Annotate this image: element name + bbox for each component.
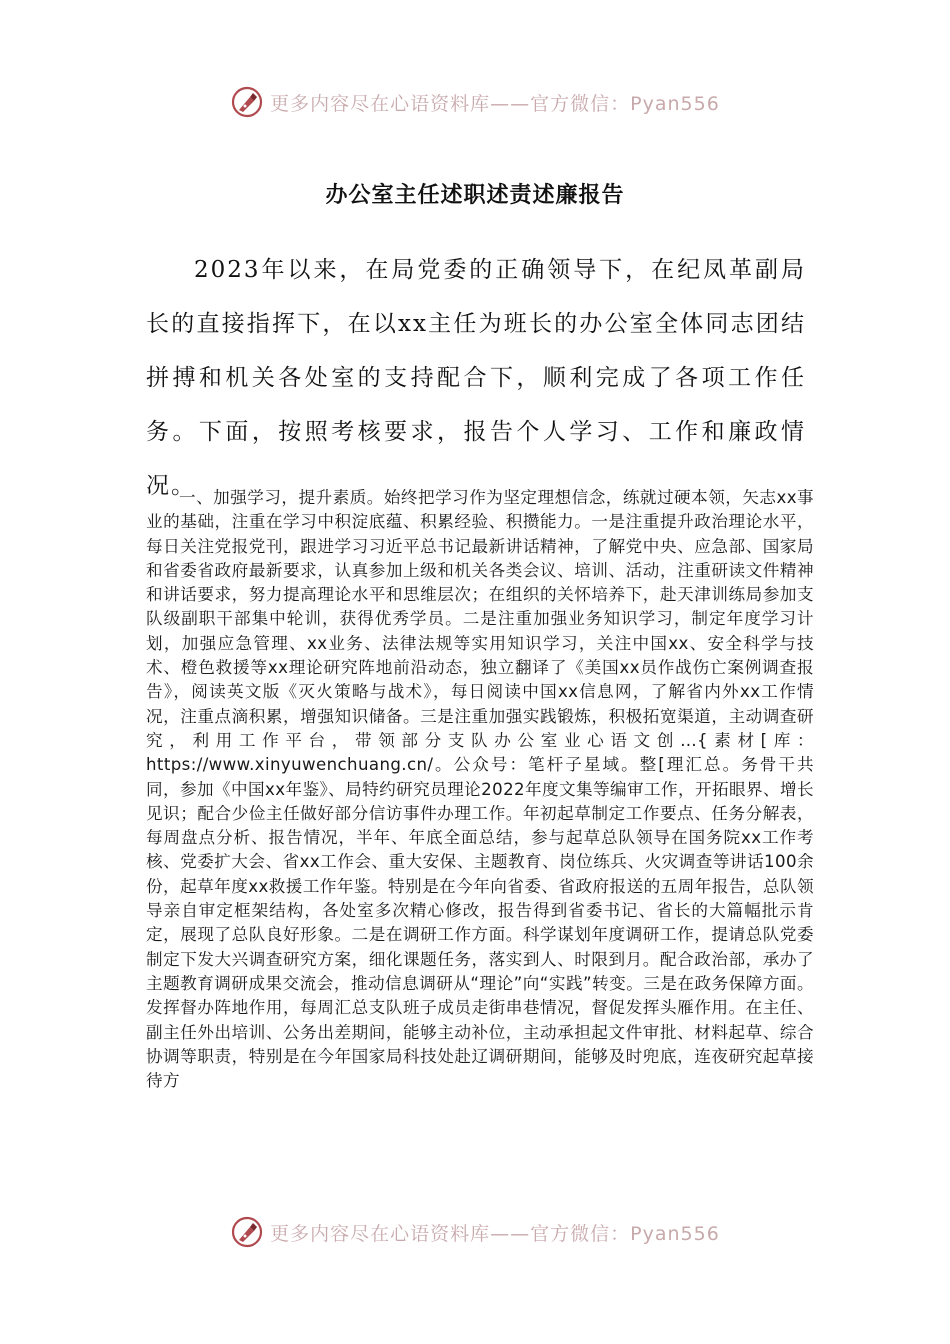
document-title: 办公室主任述职述责述廉报告 [325,182,625,208]
pen-nib-logo-icon [230,1215,264,1249]
body-paragraph: 一、加强学习，提升素质。始终把学习作为坚定理想信念，练就过硬本领，矢志xx事业的基础，注重在学习中积淀底蕴、积累经验、积攒能力。一是注重提升政治理论水平，每日关注党报党刊，跟进学习习近平总书记最新讲话精神，了解党中央、应急部、国家局和省委省政府最新要求，认真参加上级和机关各类会议、培训、活动，注重研读文件精神和讲话要求，努力提高理论水平和思维层次；在组织的关怀培养下，赴天津训练局参加支队级副职干部集中轮训，获得优秀学员。二是注重加强业务知识学习，制定年度学习计划，加强应急管理、xx业务、法律法规等实用知识学习，关注中国xx、安全科学与技术、橙色救援等xx理论研究阵地前沿动态，独立翻译了《美国xx员作战伤亡案例调查报告》，阅读英文版《灭火策略与战术》，每日阅读中国xx信息网，了解省内外xx工作情况，注重点滴积累，增强知识储备。三是注重加强实践锻炼，积极拓宽渠道，主动调查研究，利用工作平台，带领部分支队办公室业心语文创…{素材[库：https://www.xinyuwenchuang.cn/。公众号：笔杆子星域。整[理汇总。务骨干共同，参加《中国xx年鉴》、局特约研究员理论2022年度文集等编审工作，开拓眼界、增长见识；配合少俭主任做好部分信访事件办理工作。年初起草制定工作要点、任务分解表，每周盘点分析、报告情况，半年、年底全面总结，参与起草总队领导在国务院xx工作考核、党委扩大会、省xx工作会、重大安保、主题教育、岗位练兵、火灾调查等讲话100余份，起草年度xx救援工作年鉴。特别是在今年向省委、省政府报送的五周年报告，总队领导亲自审定框架结构，各处室多次精心修改，报告得到省委书记、省长的大篇幅批示肯定，展现了总队良好形象。二是在调研工作方面。科学谋划年度调研工作，提请总队党委制定下发大兴调查研究方案，细化课题任务，落实到人、时限到月。配合政治部，承办了主题教育调研成果交流会，推动信息调研从“理论”向“实践”转变。三是在政务保障方面。发挥督办阵地作用，每周汇总支队班子成员走街串巷情况，督促发挥头雁作用。在主任、副主任外出培训、公务出差期间，能够主动补位，主动承担起文件审批、材料起草、综合协调等职责，特别是在今年国家局科技处赴辽调研期间，能够及时兜底，连夜研究起草接待方 [146,488,814,1091]
header-watermark [0,82,950,122]
intro-paragraph: 2023年以来，在局党委的正确领导下，在纪凤革副局长的直接指挥下，在以xx主任为班长的办公室全体同志团结拼搏和机关各处室的支持配合下，顺利完成了各项工作任务。下面，按照考核要求，报告个人学习、工作和廉政情况。 [146,257,806,499]
watermark-text: 更多内容尽在心语资料库——官方微信：Pyan556 [270,1222,720,1245]
footer-watermark [0,1212,950,1252]
watermark-text: 更多内容尽在心语资料库——官方微信：Pyan556 [270,92,720,115]
pen-nib-logo-icon [230,85,264,119]
